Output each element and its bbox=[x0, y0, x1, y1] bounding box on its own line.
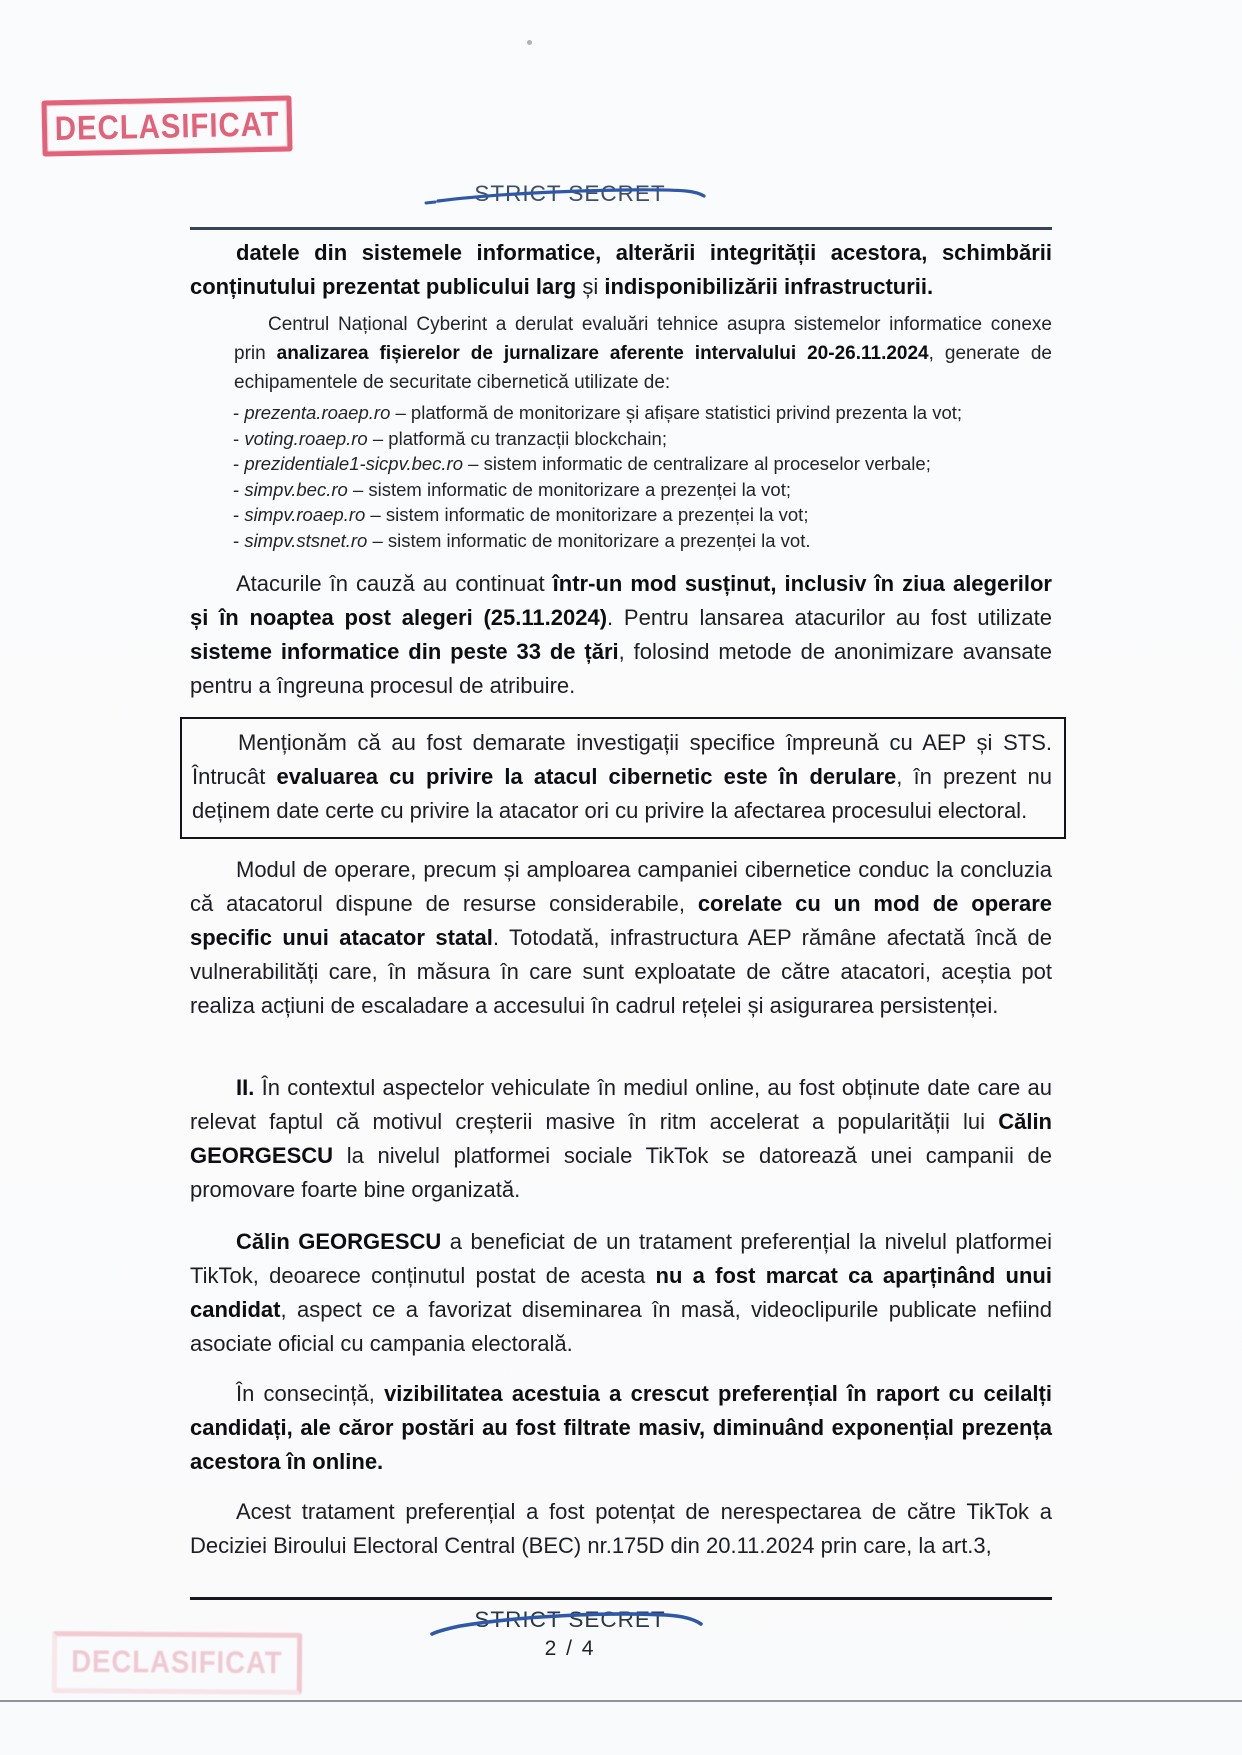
paragraph-mod-operare: Modul de operare, precum și amploarea campaniei cibernetice conduc la concluzia că atacatorul dispune de resurse considerabile, corelate cu un mod de operare specific unui atacator statal. Totodată, infrastructura AEP rămâne afectată încă de vulnerabilități care, în măsura în care sunt exploatate de către atacatori, aceștia pot realiza acțiuni de escaladare a accesului în cadrul rețelei și asigurarea persistenței. bbox=[190, 857, 1052, 1018]
page-number: 2 / 4 bbox=[544, 1637, 596, 1660]
declassified-stamp-text: DECLASIFICAT bbox=[54, 104, 280, 147]
list-item-simpv-stsnet: - simpv.stsnet.ro – sistem informatic de monitorizare a prezenței la vot. bbox=[233, 529, 811, 551]
list-item-voting-roaep: - voting.roaep.ro – platformă cu tranzacții blockchain; bbox=[233, 427, 667, 449]
paragraph-vizibilitate: În consecință, vizibilitatea acestuia a crescut preferențial în raport cu ceilalți candidați, ale căror postări au fost filtrate masiv, diminuând exponențial prezența acestora în online. bbox=[190, 1381, 1052, 1474]
paragraph-atacuri: Atacurile în cauză au continuat într-un mod susținut, inclusiv în ziua alegerilor și în noaptea post alegeri (25.11.2024). Pentru lansarea atacurilor au fost utilizate sisteme informatice din peste 33 de țări, folosind metode de anonimizare avansate pentru a îngreuna procesul de atribuire. bbox=[190, 571, 1053, 698]
list-item-prezidentiale1-sicpv: - prezidentiale1-sicpv.bec.ro – sistem informatic de centralizare al proceselor verbale; bbox=[233, 453, 931, 474]
paragraph-decizie-bec: Acest tratament preferențial a fost potențat de nerespectarea de către TikTok a Deciziei Biroului Electoral Central (BEC) nr.175D din 20.11.2024 prin care, la art.3, bbox=[190, 1499, 1052, 1558]
declassified-stamp-faded-text: DECLASIFICAT bbox=[71, 1644, 283, 1681]
list-item-simpv-bec: - simpv.bec.ro – sistem informatic de monitorizare a prezenței la vot; bbox=[233, 478, 791, 500]
list-item-prezenta-roaep: - prezenta.roaep.ro – platformă de monitorizare și afișare statistici privind prezenta la vot; bbox=[233, 402, 963, 423]
paragraph-tratament-preferential: Călin GEORGESCU a beneficiat de un tratament preferențial la nivelul platformei TikTok, deoarece conținutul postat de acesta nu a fost marcat ca aparținând unui candidat, aspect ce a favorizat diseminarea în masă, videoclipurile publicate nefiind asociate oficial cu campania electorală. bbox=[190, 1229, 1053, 1356]
footer-classification-text: STRICT SECRET bbox=[474, 1607, 666, 1632]
paragraph-cyberint: Centrul Național Cyberint a derulat evaluări tehnice asupra sistemelor informatice conexe prin analizarea fișierelor de jurnalizare aferente intervalului 20-26.11.2024, generate de echipamentele de securitate cibernetică utilizate de: bbox=[234, 314, 1052, 393]
paragraph-intro: datele din sistemele informatice, alterării integrității acestora, schimbării conținutului prezentat publicului larg și indisponibilizării infrastructurii. bbox=[190, 240, 1052, 299]
scan-edge-line bbox=[0, 1700, 1242, 1702]
footer-classification bbox=[420, 1607, 720, 1633]
paragraph-boxed-investigatii: Menționăm că au fost demarate investigații specifice împreună cu AEP și STS. Întrucât evaluarea cu privire la atacul cibernetic este în derulare, în prezent nu deținem date certe cu privire la atacator ori cu privire la afectarea procesului electoral. bbox=[180, 717, 1066, 839]
footer-rule bbox=[190, 1597, 1052, 1600]
declassified-stamp bbox=[41, 95, 292, 156]
header-classification-text: STRICT SECRET bbox=[474, 181, 666, 206]
scan-speck bbox=[527, 40, 532, 45]
header-classification bbox=[420, 181, 720, 207]
paragraph-sectiunea-2: II. În contextul aspectelor vehiculate în mediul online, au fost obținute date care au relevat faptul că motivul creșterii masive în ritm accelerat a popularității lui Călin GEORGESCU la nivelul platformei sociale TikTok se datorează unei campanii de promovare foarte bine organizată. bbox=[190, 1075, 1052, 1202]
list-item-simpv-roaep: - simpv.roaep.ro – sistem informatic de monitorizare a prezenței la vot; bbox=[233, 504, 809, 525]
declassified-stamp-faded bbox=[52, 1631, 302, 1695]
document-body bbox=[190, 228, 1052, 1563]
